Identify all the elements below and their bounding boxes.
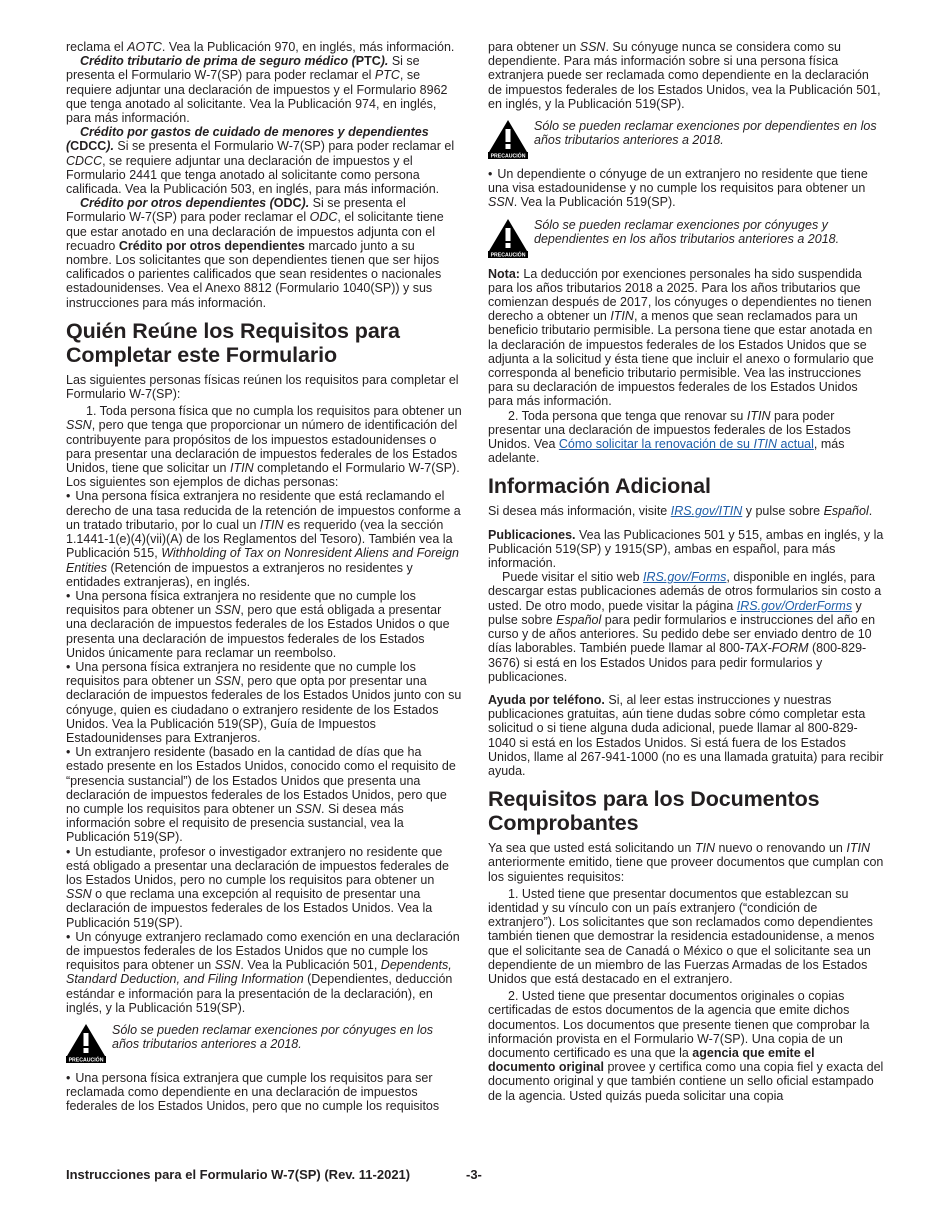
caution-icon (488, 218, 528, 258)
paragraph: Puede visitar el sitio web IRS.gov/Forms, disponible en inglés, para descargar estas publicaciones además de otros formularios sin costo a usted. De otro modo, puede visitar la página IRS.gov/OrderForms y pulse sobre Español para pedir formularios e instrucciones del año en curso y de años anteriores. Su pedido debe ser enviado dentro de 10 días laborables. También puede llamar al 800-TAX-FORM (800-829-3676) si está en los Estados Unidos para pedir formularios y publicaciones. (488, 570, 882, 684)
paragraph-req-1: 1. Usted tiene que presentar documentos que establezcan su identidad y su vínculo con un país extranjero (“condición de extranjero”). Los solicitantes que son reclamados como dependientes también tienen que demostrar la residencia estadounidense, a menos que el solicitante sea de Canadá o México o que el solicitante sea un dependiente de un miembro de las Fuerzas Armadas de los Estados Unidos que está destacado en el extranjero. (488, 886, 875, 986)
bullet-item: • Una persona física extranjera no residente que no cumple los requisitos para obtener un SSN, pero que opta por presentar una declaración de impuestos federales de los Estados Unidos junto con su cónyuge, quien es ciudadano o extranjero residente de los Estados Unidos. Vea la Publicación 519(SP), Guía de Impuestos Estadounidenses para Extranjeros. (66, 660, 462, 745)
footer-title: Instrucciones para el Formulario W-7(SP) (Rev. 11-2021) (66, 1167, 411, 1182)
paragraph-item-2: 2. Toda persona que tenga que renovar su ITIN para poder presentar una declaración de impuestos federales de los Estados Unidos. Vea Cómo solicitar la renovación de su ITIN actual, más adelante. (488, 408, 851, 466)
paragraph-item-1: 1. Toda persona física que no cumpla los requisitos para obtener un SSN, pero que tenga que proporcionar un número de identificación del contribuyente para propósitos de los impuestos estadounidenses o para presentar una declaración de impuestos federales de los Estados Unidos, tiene que solicitar un ITIN completando el Formulario W-7(SP). Los siguientes son ejemplos de dichas personas: (66, 404, 462, 490)
caution-icon (66, 1023, 106, 1063)
paragraph-nota: Nota: La deducción por exenciones personales ha sido suspendida para los años tributarios 2018 a 2025. Para los años tributarios que comienzan después de 2017, los cónyuges o dependientes no tienen derecho a obtener un ITIN, a menos que sean reclamados para un beneficio tributario permisible. La persona tiene que estar anotada en la declaración de impuestos federales de los Estados Unidos que se adjunta a la solicitud y ésta tiene que incluir el anexo o formulario que corresponda al beneficio tributario permisible. Vea las instrucciones para su declaración de impuestos federales de los Estados Unidos para más información. (488, 266, 874, 409)
bullet-item: • Un dependiente o cónyuge de un extranjero no residente que tiene una visa estadounidense y no cumple los requisitos para obtener un SSN. Vea la Publicación 519(SP). (488, 167, 884, 210)
bullet-item: • Una persona física extranjera que cumple los requisitos para ser reclamada como dependiente en una declaración de impuestos federales de los Estados Unidos, pero que no cumple los requisitos (66, 1071, 462, 1114)
paragraph: para obtener un SSN. Su cónyuge nunca se considera como su dependiente. Para más información sobre si una persona física extranjera puede ser reclamada como dependiente en la declaración de impuestos federales de los Estados Unidos, vea la Publicación 501, en inglés, y la Publicación 519(SP). (488, 40, 881, 111)
irs-orderforms-link[interactable]: IRS.gov/OrderForms (736, 598, 853, 613)
caution-note (488, 218, 884, 258)
bullet-item: • Un extranjero residente (basado en la cantidad de días que ha estado presente en los Estados Unidos, conocido como el requisito de “presencia sustancial”) de los Estados Unidos que presenta una declaración de impuestos federales de los Estados Unidos, pero que no cumple los requisitos para obtener un SSN. Si desea más información sobre el requisito de presencia sustancial, vea la Publicación 519(SP). (66, 745, 462, 844)
heading-requisitos-documentos: Requisitos para los Documentos Comprobantes (488, 787, 820, 836)
bullet-item: • Una persona física extranjera no residente que está reclamando el derecho de una tasa reducida de la retención de impuestos conforme a un tratado tributario, por lo cual un ITIN es requerido (vea la sección 1.1441-1(e)(4)(vii)(A) de los Reglamentos del Tesoro). También vea la Publicación 515, Withholding of Tax on Nonresident Aliens and Foreign Entities (Retención de impuestos a extranjeros no residentes y entidades extranjeras), en inglés. (66, 489, 462, 588)
caution-text: Sólo se pueden reclamar exenciones por cónyuges en los años tributarios anteriores a 2018. (112, 1023, 434, 1052)
paragraph-ptc: Crédito tributario de prima de seguro médico (PTC). Si se presenta el Formulario W-7(SP) para poder reclamar el PTC, se requiere adjuntar una declaración de impuestos y el Formulario 8962 que tenga anotado al solicitante. Vea la Publicación 974, en inglés, para más información. (66, 54, 448, 126)
renewal-link[interactable]: Cómo solicitar la renovación de su ITIN actual (558, 437, 814, 452)
paragraph-ayuda: Ayuda por teléfono. Si, al leer estas instrucciones y nuestras publicaciones gratuitas, aún tiene dudas sobre cómo completar esta solicitud o si tiene alguna duda adicional, puede llamar al 800-829-1040 si está en los Estados Unidos. Si está fuera de los Estados Unidos, llame al 267-941-1000 (no es una llamada gratuita) para recibir ayuda. (488, 692, 884, 778)
paragraph-odc: Crédito por otros dependientes (ODC). Si se presenta el Formulario W-7(SP) para poder reclamar el ODC, el solicitante tiene que estar anotado en una declaración de impuestos adjunta con el recuadro Crédito por otros dependientes marcado junto a su nombre. Los solicitantes que son dependientes tienen que ser hijos calificados o parientes calificados que sean residentes o nacionales estadounidenses. Vea el Anexo 8812 (Formulario 1040(SP)) y sus instrucciones para más información. (66, 196, 444, 310)
paragraph-req-2: 2. Usted tiene que presentar documentos originales o copias certificadas de estos documentos de la agencia que emite dichos documentos. Los documentos que presente tienen que comprobar la información provista en el Formulario W-7(SP). Una copia de un documento certificado es una que la agencia que emite el documento original provee y certifica como una copia fiel y exacta del documento original y que también contiene un sello oficial estampado de la agencia. Usted quizás pueda solicitar una copia (488, 989, 884, 1103)
caution-text: Sólo se pueden reclamar exenciones por dependientes en los años tributarios anteriores a 2018. (534, 119, 877, 148)
left-column (66, 40, 462, 1114)
paragraph: Si desea más información, visite IRS.gov/ITIN y pulse sobre Español. (488, 504, 873, 519)
bullet-item: • Un estudiante, profesor o investigador extranjero no residente que está obligado a presentar una declaración de impuestos federales de los Estados Unidos, pero no cumple los requisitos para obtener un SSN o que reclama una excepción al requisito de presentar una declaración de impuestos federales de los Estados Unidos. Vea la Publicación 519(SP). (66, 845, 462, 930)
caution-icon (488, 119, 528, 159)
irs-forms-link[interactable]: IRS.gov/Forms (643, 570, 727, 585)
paragraph: Las siguientes personas físicas reúnen los requisitos para completar el Formulario W-7(SP): (66, 372, 459, 402)
page-footer (66, 1167, 886, 1182)
bullet-item: • Un cónyuge extranjero reclamado como exención en una declaración de impuestos federales de los Estados Unidos que no cumple los requisitos para obtener un SSN. Vea la Publicación 501, Dependents, Standard Deduction, and Filing Information (Dependientes, deducción estándar e información para la presentación de la declaración), en inglés, y la Publicación 519(SP). (66, 930, 462, 1015)
paragraph: reclama el AOTC. Vea la Publicación 970, en inglés, más información. (66, 40, 455, 54)
caution-text: Sólo se pueden reclamar exenciones por cónyuges y dependientes en los años tributarios anteriores a 2018. (534, 217, 840, 246)
heading-informacion-adicional: Información Adicional (488, 474, 711, 499)
paragraph: Ya sea que usted está solicitando un TIN nuevo o renovando un ITIN anteriormente emitido, tiene que proveer documentos que cumplan con los siguientes requisitos: (488, 841, 884, 884)
heading-quien-reune: Quién Reúne los Requisitos para Completar este Formulario (66, 318, 400, 367)
paragraph-publicaciones: Publicaciones. Vea las Publicaciones 501 y 515, ambas en inglés, y la Publicación 519(SP) y 1915(SP), ambas en español, para más información. (488, 527, 884, 571)
page-number: -3- (466, 1167, 482, 1182)
caution-note (66, 1023, 462, 1063)
irs-itin-link[interactable]: IRS.gov/ITIN (670, 504, 743, 519)
caution-label: PRECAUCIÓN (68, 1057, 104, 1063)
caution-label: PRECAUCIÓN (490, 153, 526, 160)
bullet-item: • Una persona física extranjera no residente que no cumple los requisitos para obtener un SSN, pero que está obligada a presentar una declaración de impuestos federales de los Estados Unidos o que presenta una declaración de impuestos federales de los Estados Unidos únicamente para reclamar un reembolso. (66, 589, 462, 660)
caution-note (488, 119, 884, 159)
caution-label: PRECAUCIÓN (490, 252, 526, 258)
paragraph-cdcc: Crédito por gastos de cuidado de menores y dependientes (CDCC). Si se presenta el Formulario W-7(SP) para poder reclamar el CDCC, se requiere adjuntar una declaración de impuestos y el Formulario 2441 que tenga anotado al solicitante como persona calificada. Vea la Publicación 503, en inglés, para más información. (66, 125, 455, 197)
right-column (488, 40, 884, 1103)
